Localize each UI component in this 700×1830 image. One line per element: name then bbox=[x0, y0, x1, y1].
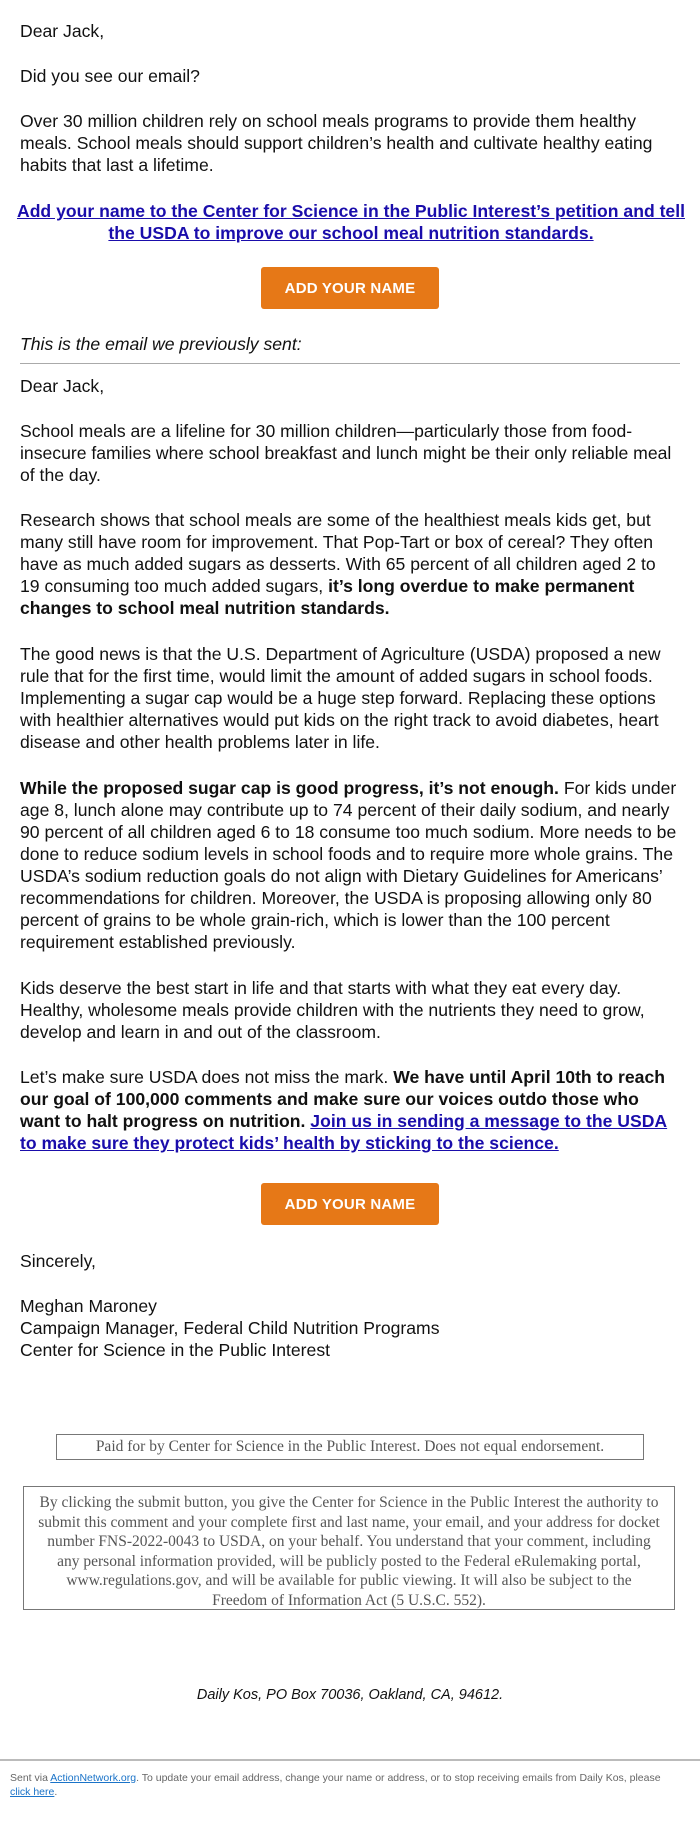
signer-org: Center for Science in the Public Interest bbox=[20, 1340, 331, 1360]
greeting-previous: Dear Jack, bbox=[20, 376, 105, 396]
footer-sent-via: Sent via bbox=[10, 1772, 51, 1784]
intro-paragraph: Over 30 million children rely on school meals programs to provide them healthy meals. School meals should support children’s health and cultivate healthy eating habits that last a lifetime. bbox=[20, 111, 653, 175]
signer-title: Campaign Manager, Federal Child Nutrition Programs bbox=[20, 1318, 440, 1338]
paragraph-4 bbox=[20, 777, 680, 953]
paragraph-3: The good news is that the U.S. Department of Agriculture (USDA) proposed a new rule that for the first time, would limit the amount of added sugars in school foods. Implementing a sugar cap would be a huge step forward. Replacing these options with healthier alternatives would put kids on the right track to avoid diabetes, heart disease and other health problems later in life. bbox=[20, 644, 661, 752]
paragraph-6 bbox=[20, 1066, 680, 1154]
paragraph-5: Kids deserve the best start in life and that starts with what they eat every day. Healthy, wholesome meals provide children with the nutrients they need to grow, develop and learn in and out of the classroom. bbox=[20, 978, 645, 1042]
paragraph-2 bbox=[20, 509, 680, 619]
paid-for-box: Paid for by Center for Science in the Public Interest. Does not equal endorsement. bbox=[56, 1434, 644, 1460]
signer-name: Meghan Maroney bbox=[20, 1296, 157, 1316]
disclaimer-box: By clicking the submit button, you give the Center for Science in the Public Interest the authority to submit this comment and your complete first and last name, your email, and your address for docket number FNS-2022-0043 to USDA, on your behalf. You understand that your comment, including any personal information provided, will be publicly posted to the Federal eRulemaking portal, www.regulations.gov, and will be available for public viewing. It will also be subject to the Freedom of Information Act (5 U.S.C. 552). bbox=[23, 1486, 675, 1610]
mailing-address: Daily Kos, PO Box 70036, Oakland, CA, 94612. bbox=[196, 1687, 504, 1703]
join-us-link[interactable]: Join us in sending a message to the USDA to make sure they protect kids’ health by sticking to the science. bbox=[20, 1111, 668, 1153]
footer-middle: . To update your email address, change your name or address, or to stop receiving emails from Daily Kos, please bbox=[136, 1772, 661, 1784]
divider bbox=[20, 363, 680, 364]
paragraph-6-bold: We have until April 10th to reach our goal of 100,000 comments and make sure our voices outdo those who want to halt progress on nutrition. bbox=[20, 1067, 666, 1131]
footer bbox=[10, 1771, 680, 1799]
footer-end: . bbox=[54, 1786, 58, 1798]
paragraph-6-text: Let’s make sure USDA does not miss the mark. bbox=[20, 1067, 394, 1087]
question: Did you see our email? bbox=[20, 66, 200, 86]
paragraph-2-bold: it’s long overdue to make permanent changes to school meal nutrition standards. bbox=[20, 576, 635, 618]
petition-link[interactable]: Add your name to the Center for Science in the Public Interest’s petition and tell the USDA to improve our school meal nutrition standards. bbox=[16, 201, 685, 243]
paragraph-1: School meals are a lifeline for 30 million children—particularly those from food-insecure families where school breakfast and lunch might be their only reliable meal of the day. bbox=[20, 421, 672, 485]
previous-email-label: This is the email we previously sent: bbox=[20, 334, 302, 354]
click-here-link[interactable]: click here bbox=[10, 1786, 55, 1798]
paragraph-4-bold: While the proposed sugar cap is good progress, it’s not enough. bbox=[20, 778, 559, 798]
footer-divider bbox=[0, 1759, 700, 1761]
paragraph-4-text: For kids under age 8, lunch alone may contribute up to 74 percent of their daily sodium, and nearly 90 percent of all children aged 6 to 18 consume too much sodium. More needs to be done to reduce sodium levels in school foods and to require more whole grains. The USDA’s sodium reduction goals do not align with Dietary Guidelines for Americans’ recommendations for children. Moreover, the USDA is proposing allowing only 80 percent of grains to be whole grain-rich, which is lower than the 100 percent requirement established previously. bbox=[20, 778, 677, 952]
action-network-link[interactable]: ActionNetwork.org bbox=[50, 1772, 137, 1784]
paragraph-2-text: Research shows that school meals are some of the healthiest meals kids get, but many still have room for improvement. That Pop-Tart or box of cereal? They often have as much added sugars as desserts. With 65 percent of all children aged 2 to 19 consuming too much added sugars, bbox=[20, 510, 656, 596]
greeting-top: Dear Jack, bbox=[20, 21, 105, 41]
add-your-name-button-top[interactable]: ADD YOUR NAME bbox=[261, 267, 439, 309]
sincerely: Sincerely, bbox=[20, 1251, 96, 1271]
add-your-name-button-bottom[interactable]: ADD YOUR NAME bbox=[261, 1183, 439, 1225]
